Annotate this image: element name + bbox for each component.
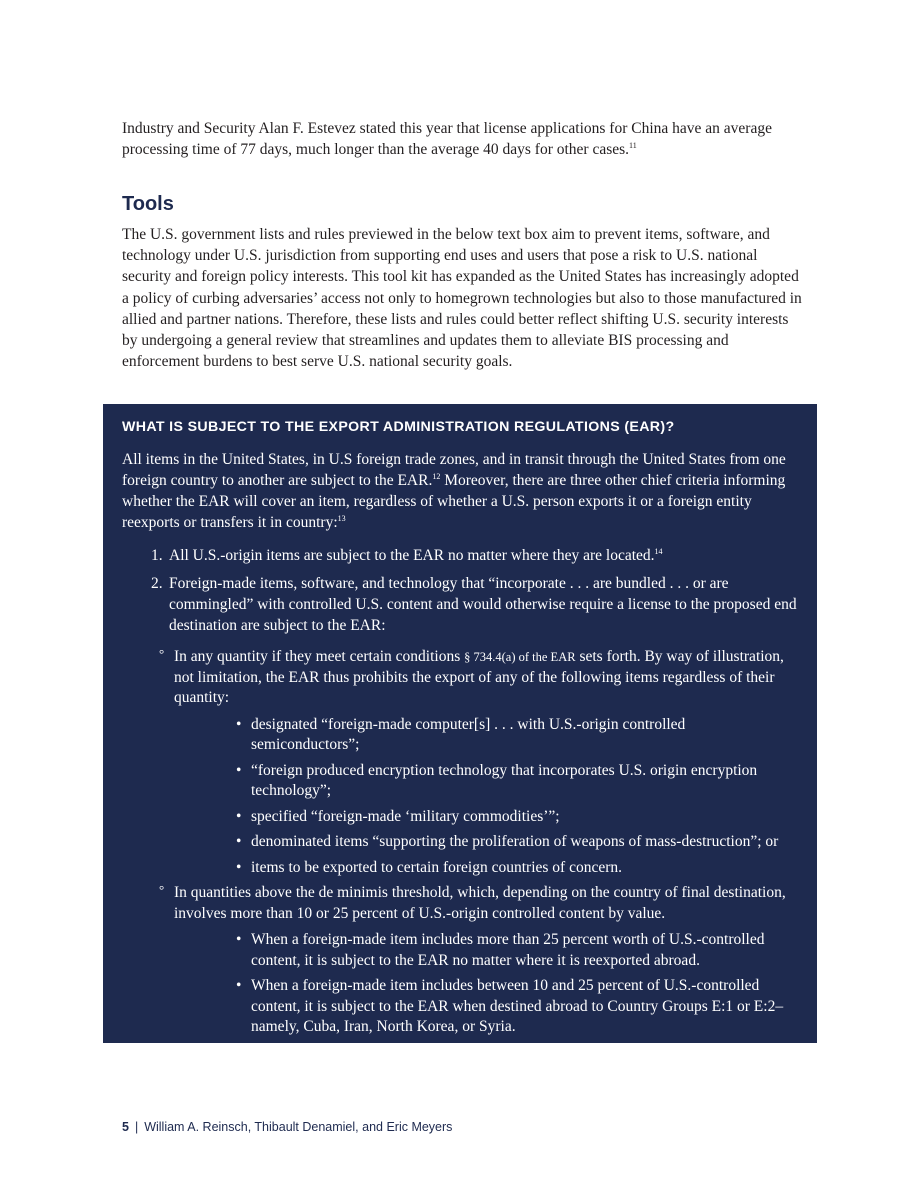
intro-text: Industry and Security Alan F. Estevez stated this year that license applications for China have an average processing time of 77 days, much longer than the average 40 days for other cases. <box>122 120 772 158</box>
bullet: • <box>236 833 242 850</box>
footnote-ref: 11 <box>629 141 637 150</box>
ear-text-box <box>103 404 817 1043</box>
footnote-ref: 12 <box>432 472 441 481</box>
criteria-list <box>122 545 797 636</box>
bullet: • <box>236 761 242 779</box>
list-item: • designated “foreign-made computer[s] . . . with U.S.-origin controlled semiconductors”; <box>236 715 686 753</box>
box-title: WHAT IS SUBJECT TO THE EXPORT ADMINISTRATION REGULATIONS (EAR)? <box>122 419 675 435</box>
tools-paragraph: The U.S. government lists and rules previewed in the below text box aim to prevent items, software, and technology under U.S. jurisdiction from supporting end uses and users that pose a risk to U.S. national security and foreign policy interests. This tool kit has expanded as the United States has increasingly adopted a policy of curbing adversaries’ access not only to homegrown technologies but also to those manufactured in allied and partner nations. Therefore, these lists and rules could better reflect shifting U.S. security interests by undergoing a general review that streamlines and updates them to alleviate BIS processing and enforcement burdens to best serve U.S. national security goals. <box>122 226 802 371</box>
list-item: • items to be exported to certain foreign countries of concern. <box>174 858 797 879</box>
bullet: • <box>236 977 242 994</box>
bullet: • <box>236 931 242 948</box>
list-item: • When a foreign-made item includes more than 25 percent worth of U.S.-controlled content, it is subject to the EAR no matter where it is reexported abroad. <box>236 931 765 969</box>
footer-authors: William A. Reinsch, Thibault Denamiel, and Eric Meyers <box>144 1120 453 1134</box>
list-item: 2. Foreign-made items, software, and technology that “incorporate . . . are bundled . . . or are commingled” with controlled U.S. content and would otherwise require a license to the proposed end destination are subject to the EAR: <box>151 575 797 634</box>
list-item: 1. All U.S.-origin items are subject to the EAR no matter where they are located.$^{14}$ <box>151 547 663 564</box>
bullet: • <box>236 807 242 825</box>
footnote-ref: 14 <box>654 547 663 556</box>
page-footer <box>122 1120 452 1134</box>
page-number: 5 <box>122 1120 129 1134</box>
footer-separator: | <box>134 1120 139 1134</box>
list-item: • specified “foreign-made ‘military commodities’”; <box>174 807 797 828</box>
section-heading: Tools <box>122 193 174 215</box>
sub-criteria-list <box>122 647 797 1038</box>
list-item: • denominated items “supporting the proliferation of weapons of mass-destruction”; or <box>174 832 797 853</box>
bullet: • <box>236 715 242 733</box>
degree-marker: ° <box>159 646 165 661</box>
intro-paragraph <box>122 118 802 160</box>
list-item: • “foreign produced encryption technology that incorporates U.S. origin encryption technology”; <box>236 761 758 799</box>
list-item: ° In quantities above the de minimis threshold, which, depending on the country of final destination, involves more than 10 or 25 percent of U.S.-origin controlled content by value. • When a foreign-made item includes more than 25 percent worth of U.S.-controlled content, it is subject to the EAR no matter where it is reexported abroad. • When a foreign-made item includes between 10 and 25 percent of U.S.-controlled content, it is subject to the EAR when destined abroad to Country Groups E:1 or E:2–namely, Cuba, Iran, North Korea, or Syria. <box>122 883 797 1038</box>
footnote-ref: 13 <box>337 514 346 523</box>
box-intro: All items in the United States, in U.S foreign trade zones, and in transit through the United States from one foreign country to another are subject to the EAR.$^{12}$ Moreover, there are three other chief criteria informing whether the EAR will cover an item, regardless of whether a U.S. person exports it or a foreign entity reexports or transfers it in country:$^{13}$ <box>122 451 786 531</box>
bullet-list <box>174 930 797 1038</box>
list-item: ° In any quantity if they meet certain conditions § 734.4(a) of the EAR sets forth. By way of illustration, not limitation, the EAR thus prohibits the export of any of the following items regardless of their quantity: • designated “foreign-made computer[s] . . . with U.S.-origin controlled semiconductors”; • “foreign produced encryption technology that incorporates U.S. origin encryption technology”; • specified “foreign-made ‘military commodities’”; • denominated items “supporting the proliferation of weapons of mass-destruction”; or • items to be exported to certain foreign countries of concern. <box>122 647 797 878</box>
degree-marker: ° <box>159 882 165 897</box>
list-item: • When a foreign-made item includes between 10 and 25 percent of U.S.-controlled content, it is subject to the EAR when destined abroad to Country Groups E:1 or E:2–namely, Cuba, Iran, North Korea, or Syria. <box>236 977 784 1035</box>
bullet-list <box>174 715 797 879</box>
bullet: • <box>236 858 242 876</box>
